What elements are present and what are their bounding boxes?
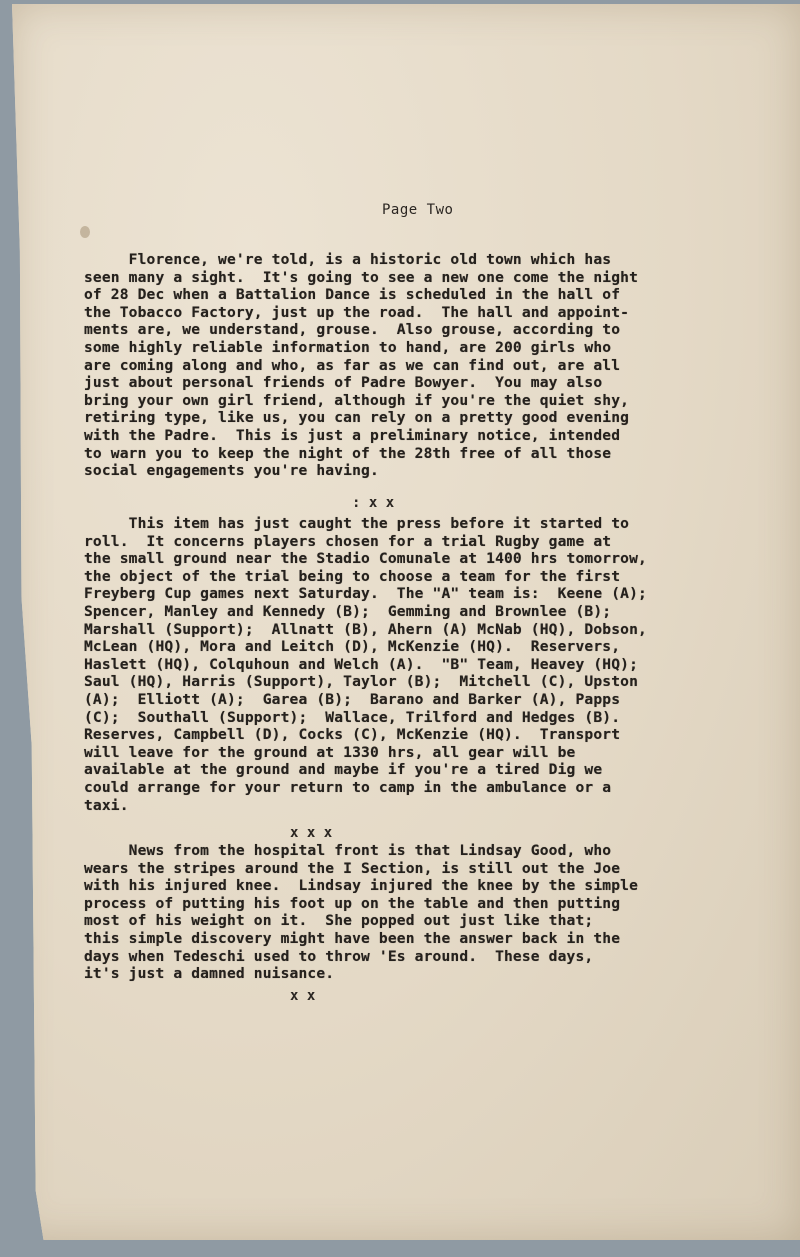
paragraph-battalion-dance: Florence, we're told, is a historic old town which has seen many a sight. It's going to see a new one come the night of 28 Dec when a Battalion Dance is scheduled in the hall of the Tobacco Factory, just up the road. The hall and appoint- ments are, we understand, grouse. Also grouse, according to some highly reliable information to hand, are 200 girls who are coming along and who, as far as we can find out, are all just about personal friends of Padre Bowyer. You may also bring your own girl friend, although if you're the quiet shy, retiring type, like us, you can rely on a pretty good evening with the Padre. This is just a preliminary notice, intended to warn you to keep the night of the 28th free of all those social engagements you're having. [84,251,639,480]
section-separator: x x [290,988,316,1004]
paragraph-hospital-news: News from the hospital front is that Lindsay Good, who wears the stripes around the I Section, is still out the Joe with his injured knee. Lindsay injured the knee by the simple process of putting his foot up on the table and then putting most of his weight on it. She popped out just like that; this simple discovery might have been the answer back in the days when Tedeschi used to throw 'Es around. These days, it's just a damned nuisance. [84,842,639,983]
section-separator: : x x [352,495,395,511]
pin-hole [80,226,90,238]
section-separator: x x x [290,825,333,841]
page-title: Page Two [382,202,454,218]
paragraph-rugby-trial: This item has just caught the press before it started to roll. It concerns players chosen for a trial Rugby game at the small ground near the Stadio Comunale at 1400 hrs tomorrow, the object of the trial being to choose a team for the first Freyberg Cup games next Saturday. The "A" team is: Keene (A); Spencer, Manley and Kennedy (B); Gemming and Brownlee (B); Marshall (Support); Allnatt (B), Ahern (A) McNab (HQ), Dobson, McLean (HQ), Mora and Leitch (D), McKenzie (HQ). Reservers, Haslett (HQ), Colquhoun and Welch (A). "B" Team, Heavey (HQ); Saul (HQ), Harris (Support), Taylor (B); Mitchell (C), Upston (A); Elliott (A); Garea (B); Barano and Barker (A), Papps (C); Southall (Support); Wallace, Trilford and Hedges (B). Reserves, Campbell (D), Cocks (C), McKenzie (HQ). Transport will leave for the ground at 1330 hrs, all gear will be available at the ground and maybe if you're a tired Dig we could arrange for your return to camp in the ambulance or a taxi. [84,515,647,814]
